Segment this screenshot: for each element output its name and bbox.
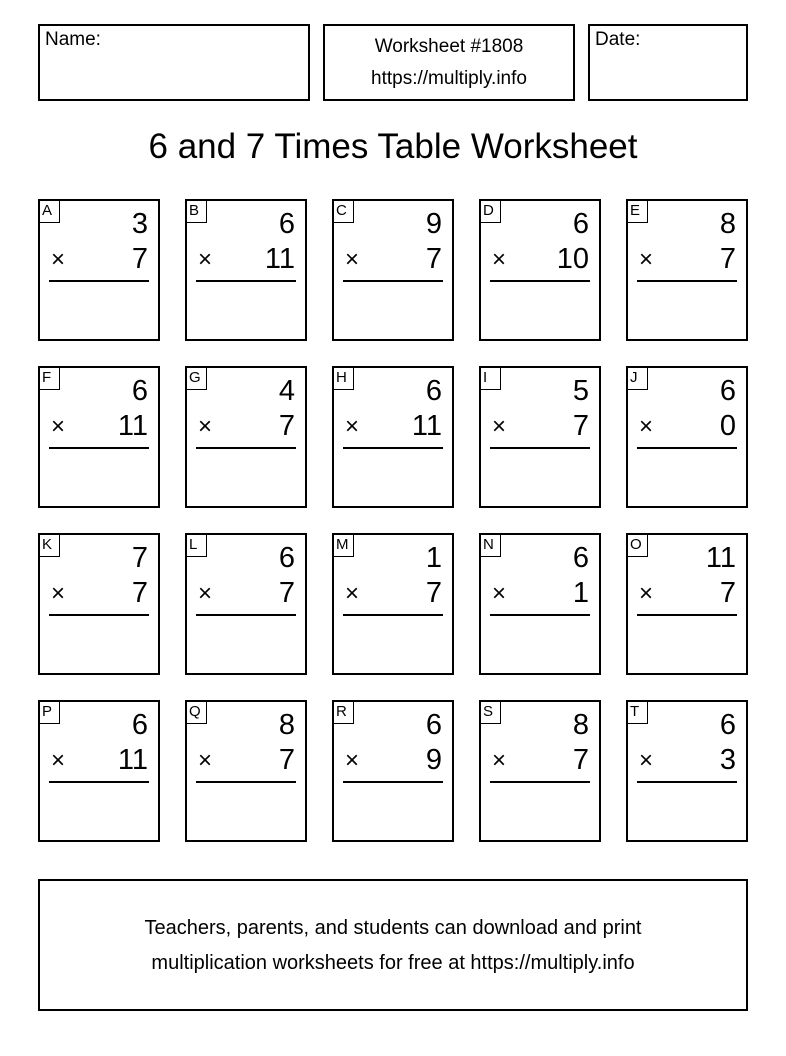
times-sign: × <box>639 580 654 607</box>
answer-line <box>490 614 590 616</box>
problem-letter: E <box>626 199 648 223</box>
problem-g <box>185 366 307 508</box>
multiplicand: 7 <box>131 542 148 574</box>
worksheet-number: Worksheet #1808 <box>374 36 524 57</box>
answer-line <box>49 781 149 783</box>
problem-letter: F <box>38 366 60 390</box>
answer-line <box>343 280 443 282</box>
multiplicand: 6 <box>719 709 736 741</box>
problem-letter: G <box>185 366 207 390</box>
problem-b <box>185 199 307 341</box>
problem-l <box>185 533 307 675</box>
problem-letter: T <box>626 700 648 724</box>
footer-line-1: Teachers, parents, and students can download and print <box>144 917 642 939</box>
times-sign: × <box>639 747 654 774</box>
multiplicand: 9 <box>425 208 442 240</box>
times-sign: × <box>51 246 66 273</box>
multiplier: 7 <box>278 410 295 442</box>
answer-line <box>49 447 149 449</box>
multiplicand: 6 <box>131 709 148 741</box>
problem-letter: C <box>332 199 354 223</box>
times-sign: × <box>492 246 507 273</box>
problem-letter: B <box>185 199 207 223</box>
name-field-box <box>38 24 310 101</box>
multiplicand: 5 <box>572 375 589 407</box>
footer-line-2: multiplication worksheets for free at https://multiply.info <box>151 952 635 974</box>
multiplicand: 8 <box>572 709 589 741</box>
times-sign: × <box>345 413 360 440</box>
times-sign: × <box>198 747 213 774</box>
times-sign: × <box>639 246 654 273</box>
times-sign: × <box>492 580 507 607</box>
problem-p <box>38 700 160 842</box>
problem-letter: L <box>185 533 207 557</box>
multiplier: 7 <box>425 243 442 275</box>
times-sign: × <box>198 413 213 440</box>
page-title: 6 and 7 Times Table Worksheet <box>148 127 638 166</box>
multiplicand: 6 <box>278 208 295 240</box>
date-label: Date: <box>595 29 641 50</box>
times-sign: × <box>51 413 66 440</box>
multiplier: 11 <box>117 744 148 776</box>
answer-line <box>490 280 590 282</box>
multiplier: 7 <box>278 577 295 609</box>
multiplier: 1 <box>572 577 589 609</box>
times-sign: × <box>51 580 66 607</box>
multiplier: 9 <box>425 744 442 776</box>
problem-n <box>479 533 601 675</box>
problem-letter: K <box>38 533 60 557</box>
multiplier: 7 <box>425 577 442 609</box>
multiplicand: 1 <box>425 542 442 574</box>
problem-letter: D <box>479 199 501 223</box>
multiplicand: 6 <box>572 542 589 574</box>
multiplier: 3 <box>719 744 736 776</box>
problem-f <box>38 366 160 508</box>
times-sign: × <box>492 747 507 774</box>
multiplier: 7 <box>572 410 589 442</box>
problem-letter: O <box>626 533 648 557</box>
problem-s <box>479 700 601 842</box>
answer-line <box>196 280 296 282</box>
multiplier: 7 <box>719 577 736 609</box>
multiplier: 7 <box>131 577 148 609</box>
multiplicand: 11 <box>705 542 736 574</box>
multiplier: 10 <box>556 243 589 275</box>
answer-line <box>490 781 590 783</box>
problem-e <box>626 199 748 341</box>
problem-d <box>479 199 601 341</box>
multiplier: 0 <box>719 410 736 442</box>
website-url: https://multiply.info <box>371 68 527 89</box>
problem-letter: P <box>38 700 60 724</box>
multiplicand: 6 <box>278 542 295 574</box>
multiplicand: 4 <box>278 375 295 407</box>
answer-line <box>343 781 443 783</box>
times-sign: × <box>639 413 654 440</box>
problem-k <box>38 533 160 675</box>
worksheet-info-box <box>323 24 575 101</box>
problem-i <box>479 366 601 508</box>
multiplicand: 6 <box>425 709 442 741</box>
multiplier: 11 <box>411 410 442 442</box>
problem-letter: R <box>332 700 354 724</box>
answer-line <box>196 447 296 449</box>
multiplier: 11 <box>264 243 295 275</box>
multiplicand: 6 <box>425 375 442 407</box>
multiplicand: 6 <box>131 375 148 407</box>
problem-letter: H <box>332 366 354 390</box>
answer-line <box>637 781 737 783</box>
multiplicand: 6 <box>719 375 736 407</box>
problem-letter: N <box>479 533 501 557</box>
problem-letter: J <box>626 366 648 390</box>
multiplicand: 8 <box>719 208 736 240</box>
answer-line <box>196 614 296 616</box>
problem-t <box>626 700 748 842</box>
multiplier: 7 <box>719 243 736 275</box>
times-sign: × <box>198 580 213 607</box>
problem-letter: S <box>479 700 501 724</box>
problem-c <box>332 199 454 341</box>
answer-line <box>343 614 443 616</box>
problem-a <box>38 199 160 341</box>
problem-o <box>626 533 748 675</box>
problem-q <box>185 700 307 842</box>
problem-m <box>332 533 454 675</box>
answer-line <box>343 447 443 449</box>
answer-line <box>637 614 737 616</box>
answer-line <box>49 614 149 616</box>
problem-r <box>332 700 454 842</box>
answer-line <box>49 280 149 282</box>
multiplicand: 3 <box>131 208 148 240</box>
multiplicand: 6 <box>572 208 589 240</box>
date-field-box <box>588 24 748 101</box>
problem-letter: A <box>38 199 60 223</box>
times-sign: × <box>198 246 213 273</box>
problem-letter: Q <box>185 700 207 724</box>
times-sign: × <box>345 747 360 774</box>
multiplicand: 8 <box>278 709 295 741</box>
problem-h <box>332 366 454 508</box>
name-label: Name: <box>45 29 101 50</box>
multiplier: 7 <box>131 243 148 275</box>
answer-line <box>490 447 590 449</box>
times-sign: × <box>345 580 360 607</box>
times-sign: × <box>345 246 360 273</box>
multiplier: 11 <box>117 410 148 442</box>
answer-line <box>196 781 296 783</box>
footer-box <box>38 879 748 1011</box>
times-sign: × <box>51 747 66 774</box>
answer-line <box>637 447 737 449</box>
multiplier: 7 <box>572 744 589 776</box>
answer-line <box>637 280 737 282</box>
times-sign: × <box>492 413 507 440</box>
multiplier: 7 <box>278 744 295 776</box>
problem-letter: I <box>479 366 501 390</box>
problem-letter: M <box>332 533 354 557</box>
problem-j <box>626 366 748 508</box>
